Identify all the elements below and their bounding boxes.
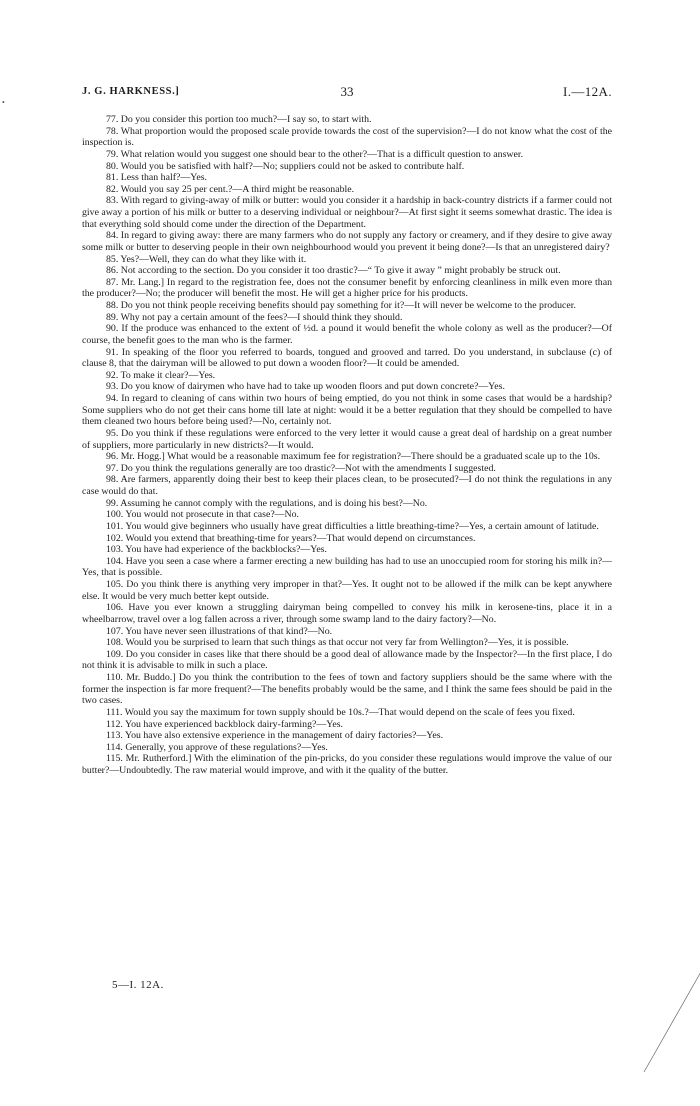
question-paragraph: 81. Less than half?—Yes. <box>106 172 207 184</box>
question-paragraph: 89. Why not pay a certain amount of the fees?—I should think they should. <box>106 311 403 323</box>
question-paragraph: 84. In regard to giving away: there are many farmers who do not supply any factory or creamery, and if they desire to give away some milk or butter to deserving people in their own neighbourhood would you prevent it being done?—Is that an unregistered dairy? <box>82 230 612 253</box>
question-paragraph: 115. Mr. Rutherford.] With the elimination of the pin-pricks, do you consider these regulations would improve the value of our butter?—Undoubtedly. The raw material would improve, and with it the quality of the butter. <box>82 753 612 776</box>
pencil-stroke <box>640 968 700 1078</box>
question-paragraph: 114. Generally, you approve of these regulations?—Yes. <box>106 741 328 753</box>
page-number: 33 <box>340 84 354 99</box>
printer-signature: 5—I. 12A. <box>112 979 164 991</box>
question-paragraph: 109. Do you consider in cases like that there should be a good deal of allowance made by the Inspector?—In the first place, I do not think it is advisable to milk in such a place. <box>82 648 612 672</box>
margin-mark: • <box>2 98 5 107</box>
question-paragraph: 108. Would you be surprised to learn that such things as that occur not very far from Wellington?—Yes, it is possible. <box>106 637 569 649</box>
question-paragraph: 100. You would not prosecute in that case?—No. <box>106 509 300 521</box>
question-paragraph: 110. Mr. Buddo.] Do you think the contribution to the fees of town and factory suppliers should be the same where with the former the inspection is far more frequent?—The benefits probably would be the same, and I think the same fees should be paid in the two cases. <box>82 672 612 707</box>
question-paragraph: 105. Do you think there is anything very improper in that?—Yes. It ought not to be allowed if the milk can be kept anywhere else. It would be very much better kept outside. <box>82 579 612 602</box>
document-reference: I.—12A. <box>562 84 612 99</box>
question-paragraph: 102. Would you extend that breathing-time for years?—That would depend on circumstances. <box>106 532 476 544</box>
question-paragraph: 83. With regard to giving-away of milk or butter: would you consider it a hardship in back-country districts if a farmer could not give away a portion of his milk or butter to a deserving individual or neighbour?—At first sight it seems somewhat drastic. The idea is that everything sold should come under the direction of the Department. <box>82 195 612 230</box>
evidence-body <box>82 114 612 777</box>
question-paragraph: 94. In regard to cleaning of cans within two hours of being emptied, do you not think in some cases that would be a hardship? Some suppliers who do not get their cans home till late at night: would it be a better regulation that they should be compelled to have them cleaned two hours before being used?—No, certainly not. <box>82 393 612 428</box>
question-paragraph: 87. Mr. Lang.] In regard to the registration fee, does not the consumer benefit by enforcing cleanliness in milk even more than the producer?—No; the producer will benefit the most. He will get a higher price for his products. <box>82 276 612 300</box>
question-paragraph: 78. What proportion would the proposed scale provide towards the cost of the supervision?—I do not know what the cost of the inspection is. <box>82 125 612 149</box>
question-paragraph: 85. Yes?—Well, they can do what they like with it. <box>106 253 307 265</box>
question-paragraph: 80. Would you be satisfied with half?—No; suppliers could not be asked to contribute half. <box>106 160 465 172</box>
question-paragraph: 96. Mr. Hogg.] What would be a reasonable maximum fee for registration?—There should be a graduated scale up to the 10s. <box>106 451 601 463</box>
question-paragraph: 79. What relation would you suggest one should bear to the other?—That is a difficult question to answer. <box>106 148 524 160</box>
question-paragraph: 91. In speaking of the floor you referred to boards, tongued and grooved and tarred. Do you understand, in subclause (c) of clause 8, that the dairyman will be allowed to put down a wooden floor?—It could be amended. <box>82 346 612 370</box>
question-paragraph: 107. You have never seen illustrations of that kind?—No. <box>106 625 333 637</box>
question-paragraph: 93. Do you know of dairymen who have had to take up wooden floors and put down concrete?—Yes. <box>106 381 505 393</box>
question-paragraph: 111. Would you say the maximum for town supply should be 10s.?—That would depend on the scale of fees you fixed. <box>106 706 575 718</box>
question-paragraph: 113. You have also extensive experience in the management of dairy factories?—Yes. <box>106 730 444 742</box>
question-paragraph: 112. You have experienced backblock dairy-farming?—Yes. <box>106 718 344 730</box>
question-paragraph: 86. Not according to the section. Do you consider it too drastic?—“ To give it away ” might probably be struck out. <box>106 265 561 277</box>
witness-name: J. G. HARKNESS.] <box>82 86 180 97</box>
question-paragraph: 92. To make it clear?—Yes. <box>106 369 216 381</box>
question-paragraph: 90. If the produce was enhanced to the extent of ½d. a pound it would benefit the whole colony as well as the producer?—Of course, the benefit goes to the man who is the farmer. <box>82 323 612 346</box>
question-paragraph: 95. Do you think if these regulations were enforced to the very letter it would cause a great deal of hardship on a great number of suppliers, more particularly in new districts?—It would. <box>82 427 612 451</box>
question-paragraph: 98. Are farmers, apparently doing their best to keep their places clean, to be prosecuted?—I do not think the regulations in any case would do that. <box>82 474 612 497</box>
question-paragraph: 101. You would give beginners who usually have great difficulties a little breathing-time?—Yes, a certain amount of latitude. <box>106 520 599 532</box>
question-paragraph: 88. Do you not think people receiving benefits should pay something for it?—It will never be welcome to the producer. <box>106 300 576 311</box>
question-paragraph: 104. Have you seen a case where a farmer erecting a new building has had to use an unoccupied room for storing his milk in?—Yes, that is possible. <box>82 555 612 579</box>
question-paragraph: 82. Would you say 25 per cent.?—A third might be reasonable. <box>106 183 355 195</box>
question-paragraph: 99. Assuming he cannot comply with the regulations, and is doing his best?—No. <box>106 497 428 509</box>
question-paragraph: 106. Have you ever known a struggling dairyman being compelled to convey his milk in kerosene-tins, place it in a wheelbarrow, travel over a log fallen across a river, through some swamp land to the dairy factory?—No. <box>82 602 612 625</box>
question-paragraph: 103. You have had experience of the backblocks?—Yes. <box>106 544 327 556</box>
question-paragraph: 97. Do you think the regulations generally are too drastic?—Not with the amendments I suggested. <box>106 462 496 474</box>
question-paragraph: 77. Do you consider this portion too much?—I say so, to start with. <box>106 114 372 125</box>
page-header <box>82 84 612 102</box>
